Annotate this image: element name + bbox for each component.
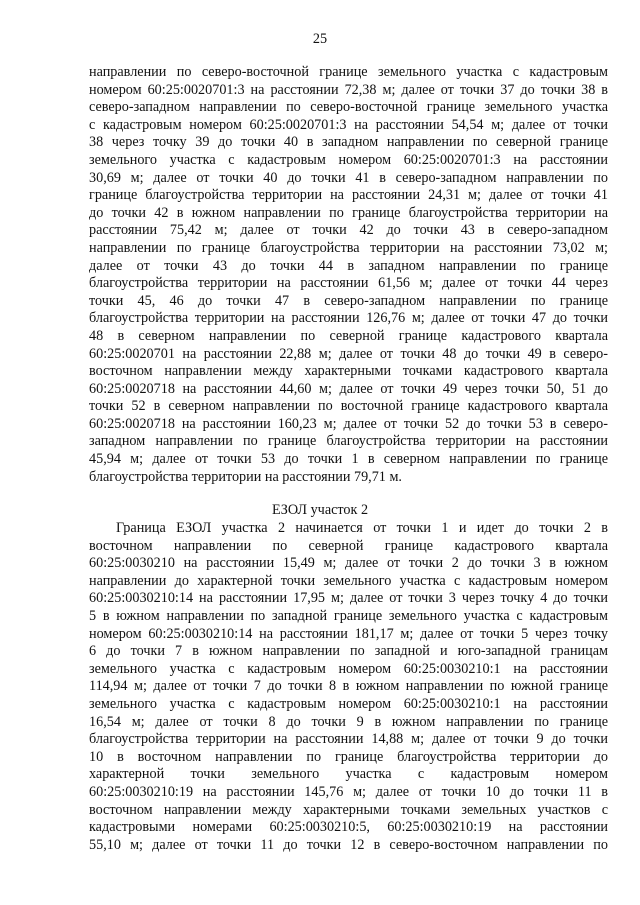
text-line: 16,54 м; далее от точки 8 до точки 9 в южном направлении по границе [89, 713, 608, 730]
text-line: 5 в южном направлении по западной границе земельного участка с кадастровым [89, 607, 608, 624]
text-line: земельного участка с кадастровым номером 60:25:0020701:3 на расстоянии [89, 151, 608, 168]
text-line: далее от точки 43 до точки 44 в западном направлении по границе [89, 257, 608, 274]
text-line: западном направлении по границе благоустройства территории на расстоянии [89, 433, 608, 450]
section-heading: ЕЗОЛ участок 2 [271, 502, 369, 518]
text-line: благоустройства территории на расстоянии 61,56 м; далее от точки 44 через [89, 275, 608, 292]
text-line: северо-западном направлении по северо-восточной границе земельного участка [89, 99, 608, 116]
text-line: восточном направлении по северной границе кадастрового квартала [89, 537, 608, 554]
text-line: 114,94 м; далее от точки 7 до точки 8 в южном направлении по южной границе [89, 678, 608, 695]
text-line: направлении по границе благоустройства территории на расстоянии 73,02 м; [89, 239, 608, 256]
text-line: 10 в восточном направлении по границе благоустройства территории до [89, 748, 608, 765]
text-line: 45,94 м; далее от точки 53 до точки 1 в северном направлении по границе [89, 451, 608, 468]
text-line: 60:25:0030210 на расстоянии 15,49 м; далее от точки 2 до точки 3 в южном [89, 555, 608, 572]
text-line: 60:25:0030210:19 на расстоянии 145,76 м; далее от точки 10 до точки 11 в [89, 783, 608, 800]
text-line: точки 52 в северном направлении по восточной границе кадастрового квартала [89, 398, 608, 415]
text-line: номером 60:25:0020701:3 на расстоянии 72,38 м; далее от точки 37 до точки 38 в [89, 81, 608, 98]
text-line: расстоянии 75,42 м; далее от точки 42 до точки 43 в северо-западном [89, 222, 608, 239]
text-line: 48 в северном направлении по северной границе кадастрового квартала [89, 327, 608, 344]
text-line: кадастровыми номерами 60:25:0030210:5, 60:25:0030210:19 на расстоянии [89, 819, 608, 836]
text-line: 38 через точку 39 до точки 40 в западном направлении по северной границе [89, 134, 608, 151]
text-line: земельного участка с кадастровым номером 60:25:0030210:1 на расстоянии [89, 695, 608, 712]
paragraph-continuation [89, 64, 608, 486]
text-line: направлении до характерной точки земельного участка с кадастровым номером [89, 572, 608, 589]
page-number: 25 [312, 31, 328, 47]
text-line: 60:25:0030210:14 на расстоянии 17,95 м; далее от точки 3 через точку 4 до точки [89, 590, 608, 607]
text-line: до точки 42 в южном направлении по границе благоустройства территории на [89, 204, 608, 221]
text-line: благоустройства территории на расстоянии 79,71 м. [89, 468, 402, 485]
text-line: Граница ЕЗОЛ участка 2 начинается от точки 1 и идет до точки 2 в [116, 520, 608, 536]
text-line: направлении по северо-восточной границе земельного участка с кадастровым [89, 64, 608, 80]
text-line: 6 до точки 7 в южном направлении по западной и юго-западной границам [89, 643, 608, 660]
text-line: 30,69 м; далее от точки 40 до точки 41 в северо-западном направлении по [89, 169, 608, 186]
text-line: 60:25:0020718 на расстоянии 160,23 м; далее от точки 52 до точки 53 в северо- [89, 415, 608, 432]
text-line: земельного участка с кадастровым номером 60:25:0030210:1 на расстоянии [89, 660, 608, 677]
text-line: точки 45, 46 до точки 47 в северо-западном направлении по границе [89, 292, 608, 309]
text-line: 55,10 м; далее от точки 11 до точки 12 в северо-восточном направлении по [89, 836, 608, 853]
text-line: восточном направлении между характерными точками земельных участков с [89, 801, 608, 818]
text-line: характерной точки земельного участка с кадастровым номером [89, 766, 608, 783]
text-line: с кадастровым номером 60:25:0020701:3 на расстоянии 54,54 м; далее от точки [89, 116, 608, 133]
text-line: 60:25:0020701 на расстоянии 22,88 м; далее от точки 48 до точки 49 в северо- [89, 345, 608, 362]
text-line: благоустройства территории на расстоянии 14,88 м; далее от точки 9 до точки [89, 731, 608, 748]
text-line: благоустройства территории на расстоянии 126,76 м; далее от точки 47 до точки [89, 310, 608, 327]
text-line: границе благоустройства территории на расстоянии 24,31 м; далее от точки 41 [89, 187, 608, 204]
text-line: восточном направлении между характерными точками кадастрового квартала [89, 363, 608, 380]
paragraph-section-2 [89, 520, 608, 854]
text-line: номером 60:25:0030210:14 на расстоянии 181,17 м; далее от точки 5 через точку [89, 625, 608, 642]
text-line: 60:25:0020718 на расстоянии 44,60 м; далее от точки 49 через точки 50, 51 до [89, 380, 608, 397]
